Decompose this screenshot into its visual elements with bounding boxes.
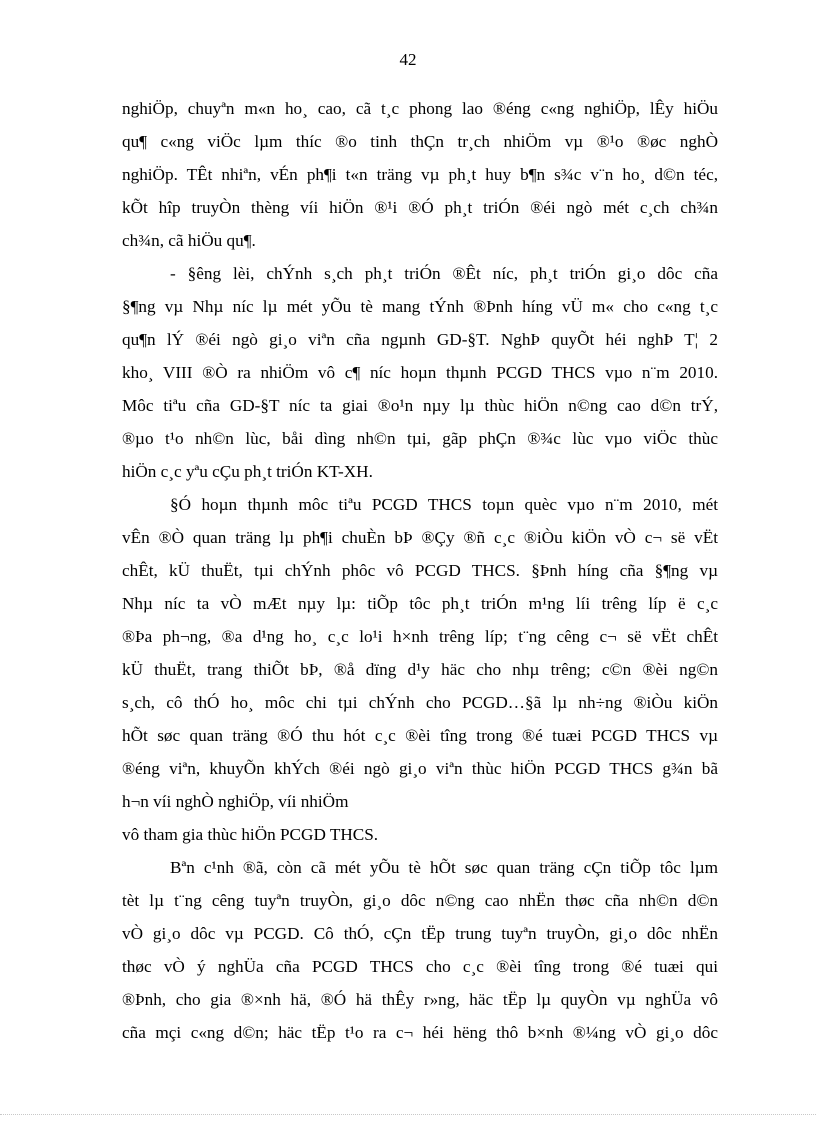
text-line: hÕt søc quan träng ®Ó thu hót c¸c ®èi tîng trong ®é tuæi PCGD THCS vµ [122,726,718,745]
text-line: s¸ch, cô thÓ ho¸ môc chi tµi chÝnh cho PCGD…§ã lµ nh÷ng ®iÒu kiÖn [122,693,718,712]
page-number: 42 [399,50,417,69]
text-line: vÊn ®Ò quan träng lµ ph¶i chuÈn bÞ ®Çy ®ñ c¸c ®iÒu kiÖn vÒ c¬ së vËt [122,528,718,547]
text-line: qu¶ c«ng viÖc lµm thíc ®o tinh thÇn tr¸ch nhiÖm vµ ®¹o ®øc nghÒ [122,132,718,151]
paragraph-3 [122,488,718,851]
text-line: Môc tiªu cña GD-§T níc ta giai ®o¹n nµy lµ thùc hiÖn n©ng cao d©n trÝ, [122,396,718,415]
text-line: §Ó hoµn thµnh môc tiªu PCGD THCS toµn quèc vµo n¨m 2010, mét [170,495,718,514]
text-line: h¬n víi nghÒ nghiÖp, víi nhiÖm [122,792,349,811]
text-line: ®Þnh, cho gia ®×nh hä, ®Ó hä thÊy r»ng, häc tËp lµ quyÒn vµ nghÜa vô [122,990,718,1009]
text-line: kÕt hîp truyÒn thèng víi hiÖn ®¹i ®Ó ph¸t triÓn ®éi ngò mét c¸ch ch¾n [122,198,718,217]
text-line: ch¾n, cã hiÖu qu¶. [122,231,256,250]
text-line: ®µo t¹o nh©n lùc, båi dìng nh©n tµi, gãp phÇn ®¾c lùc vµo viÖc thùc [122,429,718,448]
paragraph-4 [122,851,718,1049]
text-line: thøc vÒ ý nghÜa cña PCGD THCS cho c¸c ®èi tîng trong ®é tuæi qui [122,957,718,976]
paragraph-1 [122,92,718,257]
text-line: nghiÖp. TÊt nhiªn, vÉn ph¶i t«n träng vµ ph¸t huy b¶n s¾c v¨n ho¸ d©n téc, [122,165,718,184]
text-line: tèt lµ t¨ng cêng tuyªn truyÒn, gi¸o dôc n©ng cao nhËn thøc cña nh©n d©n [122,891,718,910]
paragraph-2 [122,257,718,488]
text-line: vô tham gia thùc hiÖn PCGD THCS. [122,825,379,844]
text-line: §¶ng vµ Nhµ níc lµ mét yÕu tè mang tÝnh ®Þnh híng vÜ m« cho c«ng t¸c [122,297,718,316]
text-line: cña mçi c«ng d©n; häc tËp t¹o ra c¬ héi hëng thô b×nh ®¼ng vÒ gi¸o dôc [122,1023,718,1042]
text-line: Nhµ níc ta vÒ mÆt nµy lµ: tiÕp tôc ph¸t triÓn m¹ng líi trêng líp ë c¸c [122,594,718,613]
text-line: Bªn c¹nh ®ã, còn cã mét yÕu tè hÕt søc quan träng cÇn tiÕp tôc lµm [170,858,718,877]
text-line: qu¶n lÝ ®éi ngò gi¸o viªn cña ngµnh GD-§T. NghÞ quyÕt héi nghÞ T¦ 2 [122,330,718,349]
text-line: kho¸ VIII ®Ò ra nhiÖm vô c¶ níc hoµn thµnh PCGD THCS vµo n¨m 2010. [122,363,718,382]
text-line: ®éng viªn, khuyÕn khÝch ®éi ngò gi¸o viªn thùc hiÖn PCGD THCS g¾n bã [122,759,718,778]
text-line: - §êng lèi, chÝnh s¸ch ph¸t triÓn ®Êt níc, ph¸t triÓn gi¸o dôc cña [170,264,718,283]
text-line: hiÖn c¸c yªu cÇu ph¸t triÓn KT-XH. [122,462,373,481]
body-text [122,92,718,1049]
text-line: vÒ gi¸o dôc vµ PCGD. Cô thÓ, cÇn tËp trung tuyªn truyÒn, gi¸o dôc nhËn [122,924,718,943]
text-line: chÊt, kÜ thuËt, tµi chÝnh phôc vô PCGD THCS. §Þnh híng cña §¶ng vµ [122,561,718,580]
text-line: kÜ thuËt, trang thiÕt bÞ, ®å dïng d¹y häc cho nhµ trêng; c©n ®èi ng©n [122,660,718,679]
text-line: nghiÖp, chuyªn m«n ho¸ cao, cã t¸c phong lao ®éng c«ng nghiÖp, lÊy hiÖu [122,99,718,118]
text-line: ®Þa ph¬ng, ®a d¹ng ho¸ c¸c lo¹i h×nh trêng líp; t¨ng cêng c¬ së vËt chÊt [122,627,718,646]
page-bottom-divider [0,1114,816,1115]
